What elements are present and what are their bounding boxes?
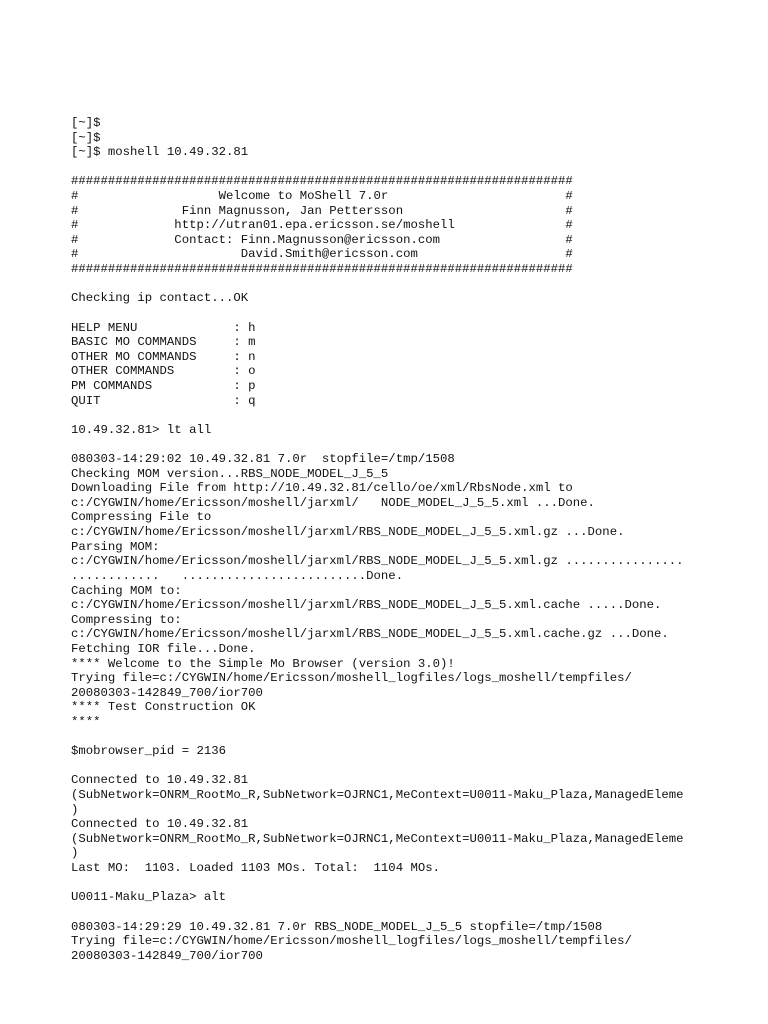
terminal-line: HELP MENU : h bbox=[71, 320, 256, 335]
terminal-line: #################################################################### bbox=[71, 262, 573, 277]
terminal-line bbox=[71, 306, 761, 321]
terminal-line: # Contact: Finn.Magnusson@ericsson.com # bbox=[71, 232, 573, 247]
terminal-line: c:/CYGWIN/home/Ericsson/moshell/jarxml/RBS_NODE_MODEL_J_5_5.xml.gz ...Done. bbox=[71, 525, 625, 540]
terminal-line: U0011-Maku_Plaza> alt bbox=[71, 890, 226, 905]
terminal-line: [~]$ moshell 10.49.32.81 bbox=[71, 145, 249, 160]
terminal-line: BASIC MO COMMANDS : m bbox=[71, 335, 256, 350]
terminal-line: [~]$ bbox=[71, 130, 101, 145]
terminal-line: Connected to 10.49.32.81 bbox=[71, 817, 249, 832]
terminal-line: ) bbox=[71, 802, 79, 817]
terminal-line bbox=[71, 905, 761, 920]
terminal-line: 20080303-142849_700/ior700 bbox=[71, 685, 263, 700]
terminal-line: c:/CYGWIN/home/Ericsson/moshell/jarxml/RBS_NODE_MODEL_J_5_5.xml.gz ................ bbox=[71, 554, 684, 569]
terminal-line: Compressing File to bbox=[71, 510, 212, 525]
terminal-line: [~]$ bbox=[71, 116, 101, 130]
terminal-line bbox=[71, 160, 761, 175]
terminal-line: 10.49.32.81> lt all bbox=[71, 422, 212, 437]
terminal-line: $mobrowser_pid = 2136 bbox=[71, 744, 226, 759]
terminal-line: Trying file=c:/CYGWIN/home/Ericsson/moshell_logfiles/logs_moshell/tempfiles/ bbox=[71, 934, 632, 949]
terminal-line: **** Test Construction OK bbox=[71, 700, 256, 715]
terminal-line bbox=[71, 277, 761, 292]
terminal-line: # Welcome to MoShell 7.0r # bbox=[71, 189, 573, 204]
terminal-line: Checking MOM version...RBS_NODE_MODEL_J_5_5 bbox=[71, 466, 389, 481]
terminal-line: # Finn Magnusson, Jan Pettersson # bbox=[71, 203, 573, 218]
terminal-line: **** bbox=[71, 714, 101, 729]
terminal-line: # David.Smith@ericsson.com # bbox=[71, 247, 573, 262]
terminal-line: OTHER COMMANDS : o bbox=[71, 364, 256, 379]
terminal-line: Fetching IOR file...Done. bbox=[71, 641, 256, 656]
terminal-output bbox=[71, 116, 761, 963]
terminal-line bbox=[71, 730, 761, 745]
terminal-line: PM COMMANDS : p bbox=[71, 378, 256, 393]
terminal-line: c:/CYGWIN/home/Ericsson/moshell/jarxml/RBS_NODE_MODEL_J_5_5.xml.cache.gz ...Done. bbox=[71, 627, 669, 642]
terminal-line: Parsing MOM: bbox=[71, 539, 160, 554]
terminal-line: Connected to 10.49.32.81 bbox=[71, 773, 249, 788]
terminal-line: QUIT : q bbox=[71, 393, 256, 408]
terminal-line: **** Welcome to the Simple Mo Browser (version 3.0)! bbox=[71, 656, 455, 671]
terminal-line: c:/CYGWIN/home/Ericsson/moshell/jarxml/RBS_NODE_MODEL_J_5_5.xml.cache .....Done. bbox=[71, 598, 662, 613]
terminal-line bbox=[71, 876, 761, 891]
terminal-line: Downloading File from http://10.49.32.81/cello/oe/xml/RbsNode.xml to bbox=[71, 481, 573, 496]
terminal-line: c:/CYGWIN/home/Ericsson/moshell/jarxml/ NODE_MODEL_J_5_5.xml ...Done. bbox=[71, 495, 595, 510]
terminal-line: 080303-14:29:02 10.49.32.81 7.0r stopfile=/tmp/1508 bbox=[71, 452, 455, 467]
terminal-line: Caching MOM to: bbox=[71, 583, 182, 598]
terminal-line: Trying file=c:/CYGWIN/home/Ericsson/moshell_logfiles/logs_moshell/tempfiles/ bbox=[71, 671, 632, 686]
terminal-line: (SubNetwork=ONRM_RootMo_R,SubNetwork=OJRNC1,MeContext=U0011-Maku_Plaza,ManagedEleme bbox=[71, 788, 684, 803]
terminal-line: ............ .........................Done. bbox=[71, 568, 404, 583]
terminal-line: ) bbox=[71, 846, 79, 861]
terminal-line: 20080303-142849_700/ior700 bbox=[71, 948, 263, 963]
terminal-line: # http://utran01.epa.ericsson.se/moshell # bbox=[71, 218, 573, 233]
terminal-line: #################################################################### bbox=[71, 174, 573, 189]
terminal-line: Compressing to: bbox=[71, 612, 182, 627]
terminal-line: (SubNetwork=ONRM_RootMo_R,SubNetwork=OJRNC1,MeContext=U0011-Maku_Plaza,ManagedEleme bbox=[71, 831, 684, 846]
terminal-line bbox=[71, 408, 761, 423]
terminal-line bbox=[71, 759, 761, 774]
terminal-line: Last MO: 1103. Loaded 1103 MOs. Total: 1104 MOs. bbox=[71, 861, 440, 876]
terminal-line: Checking ip contact...OK bbox=[71, 291, 249, 306]
terminal-line: OTHER MO COMMANDS : n bbox=[71, 349, 256, 364]
terminal-line: 080303-14:29:29 10.49.32.81 7.0r RBS_NODE_MODEL_J_5_5 stopfile=/tmp/1508 bbox=[71, 919, 603, 934]
terminal-line bbox=[71, 437, 761, 452]
